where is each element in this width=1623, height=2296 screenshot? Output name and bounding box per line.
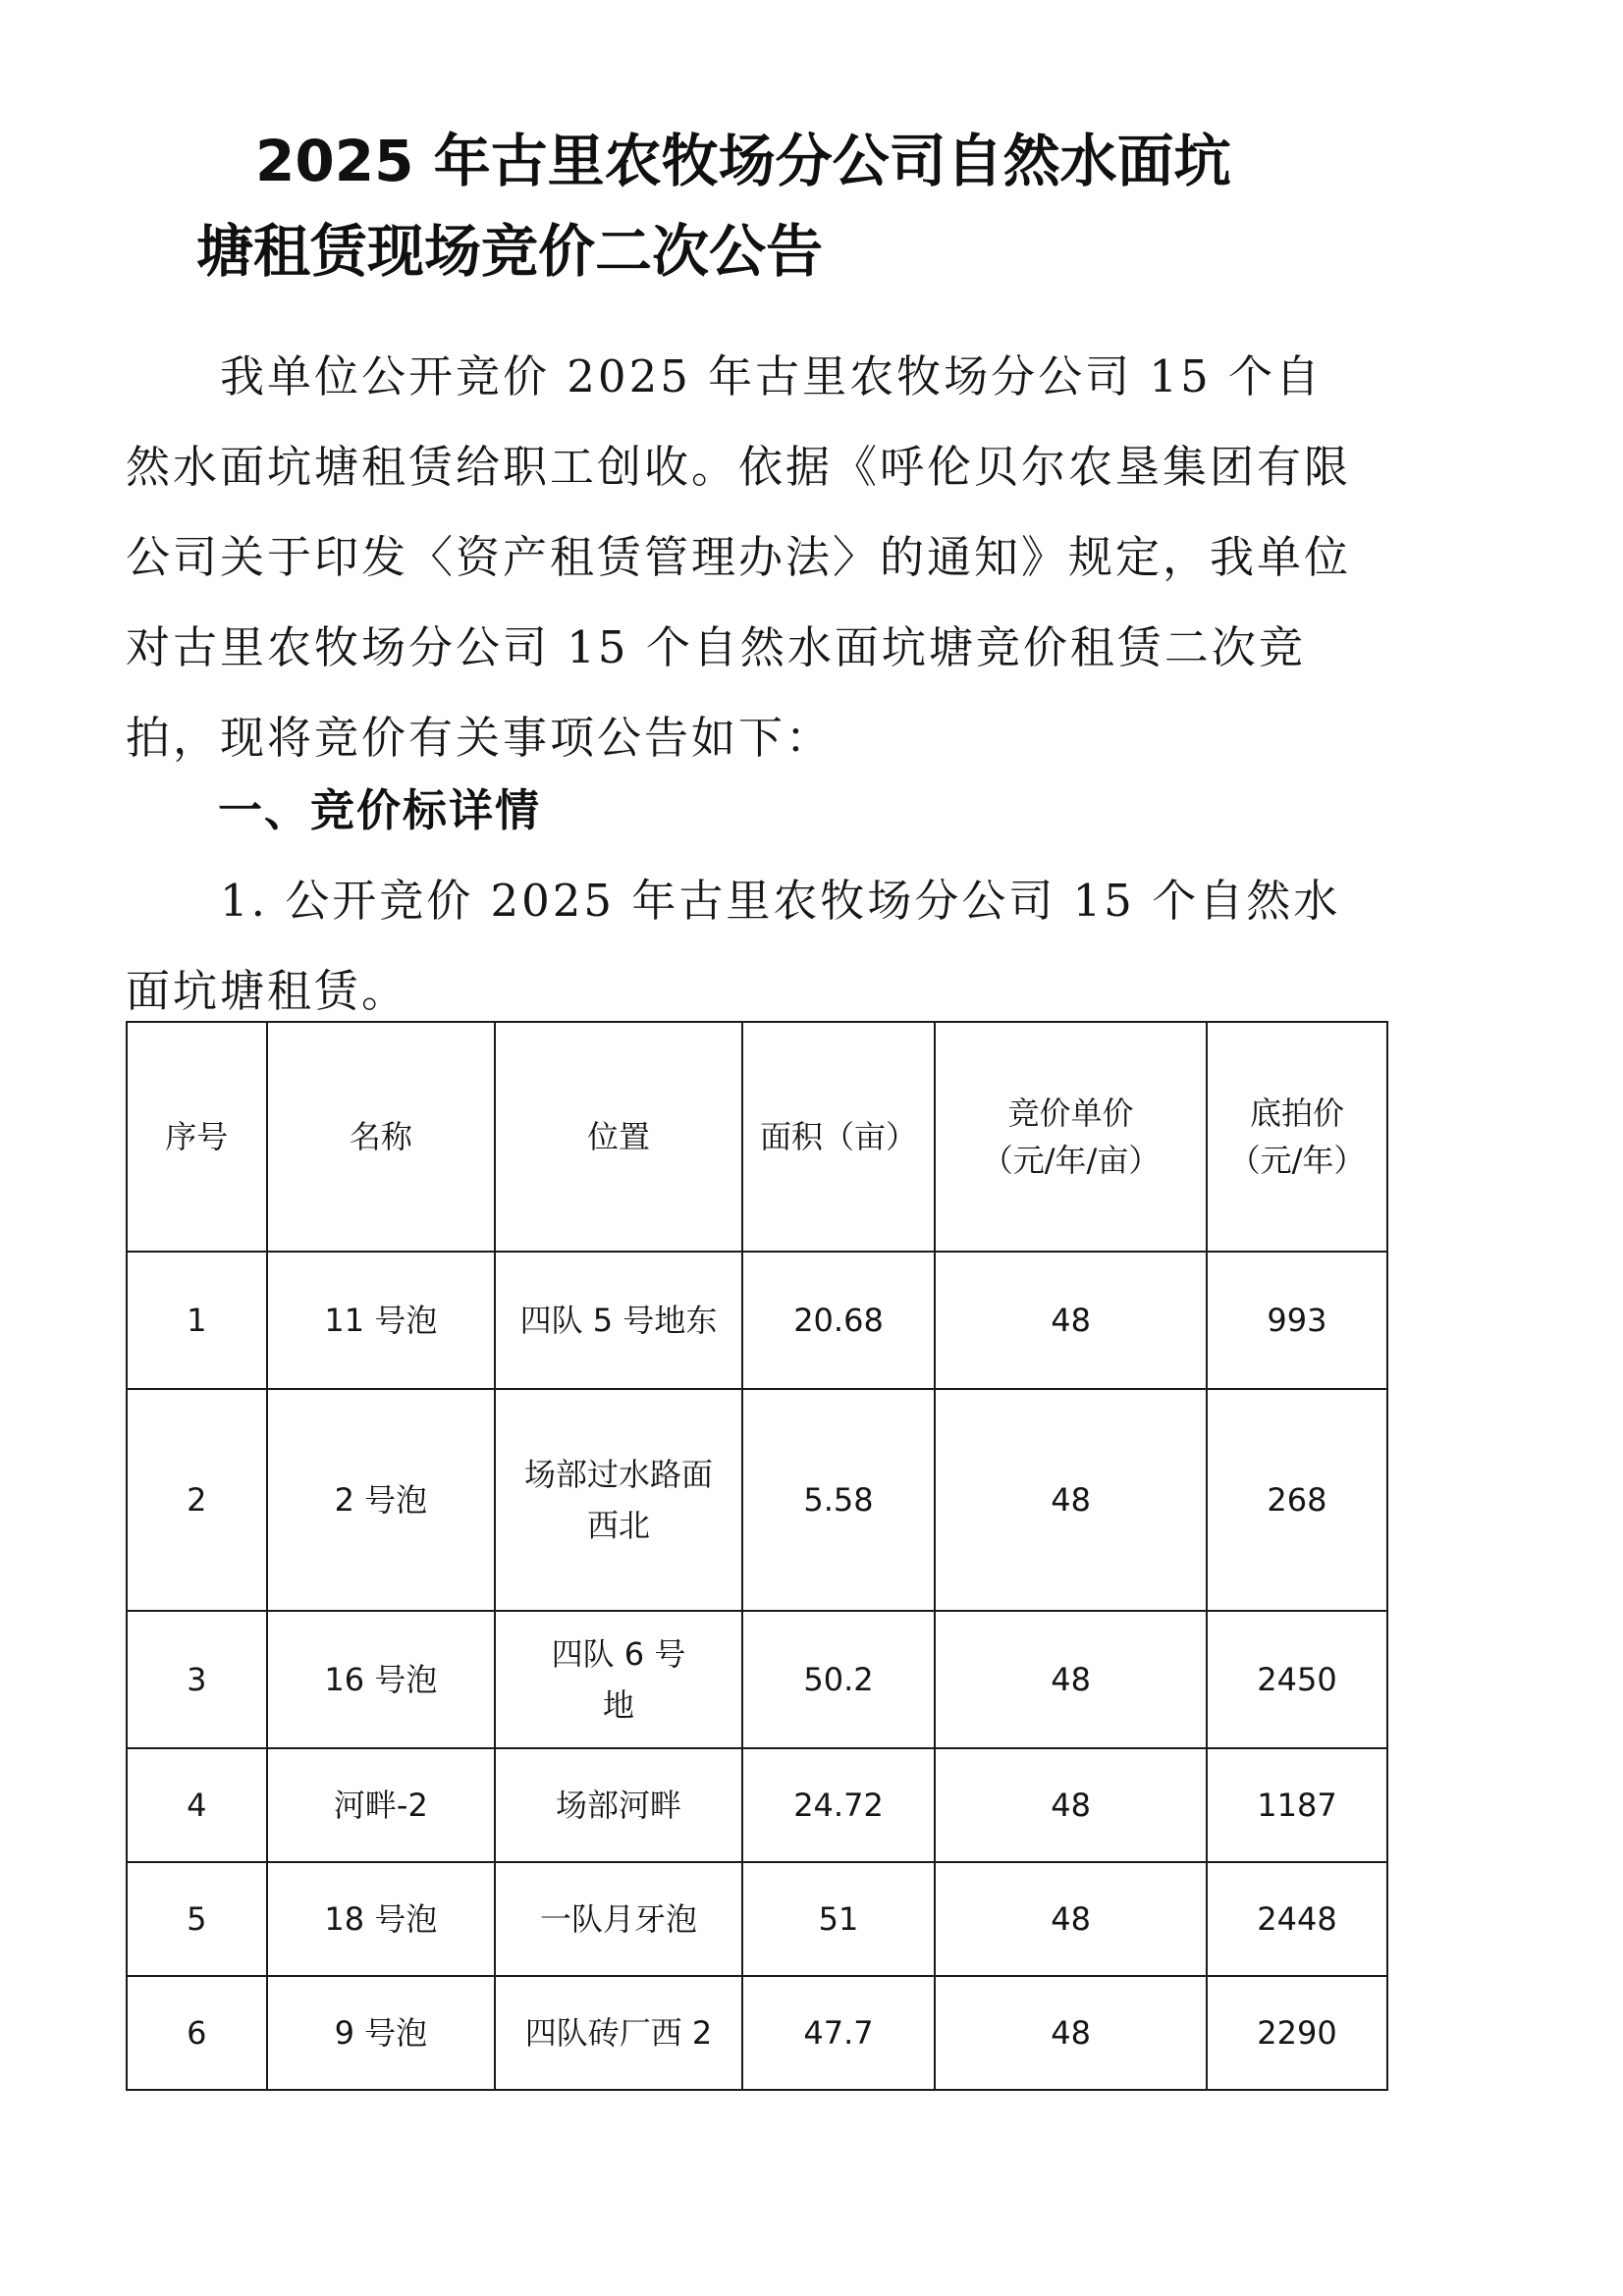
cell-base-price: 2448 [1207, 1862, 1387, 1976]
cell-location-line1: 四队 5 号地东 [519, 1302, 718, 1339]
header-name: 名称 [267, 1022, 496, 1252]
cell-location [495, 1748, 742, 1862]
header-no: 序号 [127, 1022, 267, 1252]
header-unit-price-line1: 竞价单价 [1007, 1095, 1134, 1132]
table-row [127, 1862, 1387, 1976]
table-row [127, 1748, 1387, 1862]
cell-location-line1: 一队月牙泡 [539, 1900, 697, 1938]
header-unit-price-line2: （元/年/亩） [981, 1142, 1161, 1179]
cell-unit-price: 48 [935, 1748, 1207, 1862]
cell-location-line1: 四队 6 号 [551, 1635, 686, 1673]
title-line-1: 2025 年古里农牧场分公司自然水面坑 [255, 128, 1231, 194]
cell-name: 9 号泡 [267, 1976, 496, 2090]
header-base-price-line1: 底拍价 [1249, 1095, 1344, 1132]
table-row [127, 1389, 1387, 1611]
table-row [127, 1252, 1387, 1389]
cell-location [495, 1976, 742, 2090]
cell-location-line2: 地 [602, 1686, 634, 1724]
cell-name: 16 号泡 [267, 1611, 496, 1748]
cell-unit-price: 48 [935, 1862, 1207, 1976]
intro-paragraph: 我单位公开竞价 2025 年古里农牧场分公司 15 个自然水面坑塘租赁给职工创收。依据《呼伦贝尔农垦集团有限公司关于印发〈资产租赁管理办法〉的通知》规定，我单位对古里农牧场分公司 15 个自然水面坑塘竞价租赁二次竞拍，现将竞价有关事项公告如下： [126, 350, 1352, 764]
cell-location [495, 1252, 742, 1389]
header-base-price-line2: （元/年） [1228, 1142, 1366, 1179]
cell-name: 11 号泡 [267, 1252, 496, 1389]
item-1-paragraph: 1. 公开竞价 2025 年古里农牧场分公司 15 个自然水面坑塘租赁。 [126, 875, 1341, 1017]
cell-no: 6 [127, 1976, 267, 2090]
cell-area: 5.58 [742, 1389, 935, 1611]
table-row [127, 1611, 1387, 1748]
header-area: 面积（亩） [742, 1022, 935, 1252]
cell-area: 50.2 [742, 1611, 935, 1748]
header-base-price [1207, 1022, 1387, 1252]
cell-base-price: 1187 [1207, 1748, 1387, 1862]
cell-unit-price: 48 [935, 1611, 1207, 1748]
header-location: 位置 [495, 1022, 742, 1252]
cell-no: 1 [127, 1252, 267, 1389]
cell-base-price: 2290 [1207, 1976, 1387, 2090]
bid-table [126, 1021, 1388, 2091]
cell-area: 20.68 [742, 1252, 935, 1389]
cell-base-price: 2450 [1207, 1611, 1387, 1748]
document-title [196, 116, 1473, 296]
cell-location [495, 1389, 742, 1611]
cell-base-price: 993 [1207, 1252, 1387, 1389]
cell-location-line1: 四队砖厂西 2 [524, 2014, 713, 2052]
cell-unit-price: 48 [935, 1252, 1207, 1389]
cell-no: 3 [127, 1611, 267, 1748]
cell-location [495, 1862, 742, 1976]
cell-area: 24.72 [742, 1748, 935, 1862]
cell-name: 河畔-2 [267, 1748, 496, 1862]
cell-area: 47.7 [742, 1976, 935, 2090]
header-unit-price [935, 1022, 1207, 1252]
cell-name: 2 号泡 [267, 1389, 496, 1611]
section-heading-bid-details: 一、竞价标详情 [218, 784, 542, 836]
cell-location [495, 1611, 742, 1748]
title-line-2: 塘租赁现场竞价二次公告 [196, 218, 824, 285]
cell-unit-price: 48 [935, 1389, 1207, 1611]
cell-no: 2 [127, 1389, 267, 1611]
cell-name: 18 号泡 [267, 1862, 496, 1976]
table-header-row [127, 1022, 1387, 1252]
cell-location-line1: 场部过水路面 [523, 1456, 713, 1493]
cell-area: 51 [742, 1862, 935, 1976]
cell-location-line1: 场部河畔 [555, 1787, 681, 1824]
cell-location-line2: 西北 [586, 1507, 650, 1544]
cell-no: 5 [127, 1862, 267, 1976]
cell-no: 4 [127, 1748, 267, 1862]
table-row [127, 1976, 1387, 2090]
cell-unit-price: 48 [935, 1976, 1207, 2090]
cell-base-price: 268 [1207, 1389, 1387, 1611]
